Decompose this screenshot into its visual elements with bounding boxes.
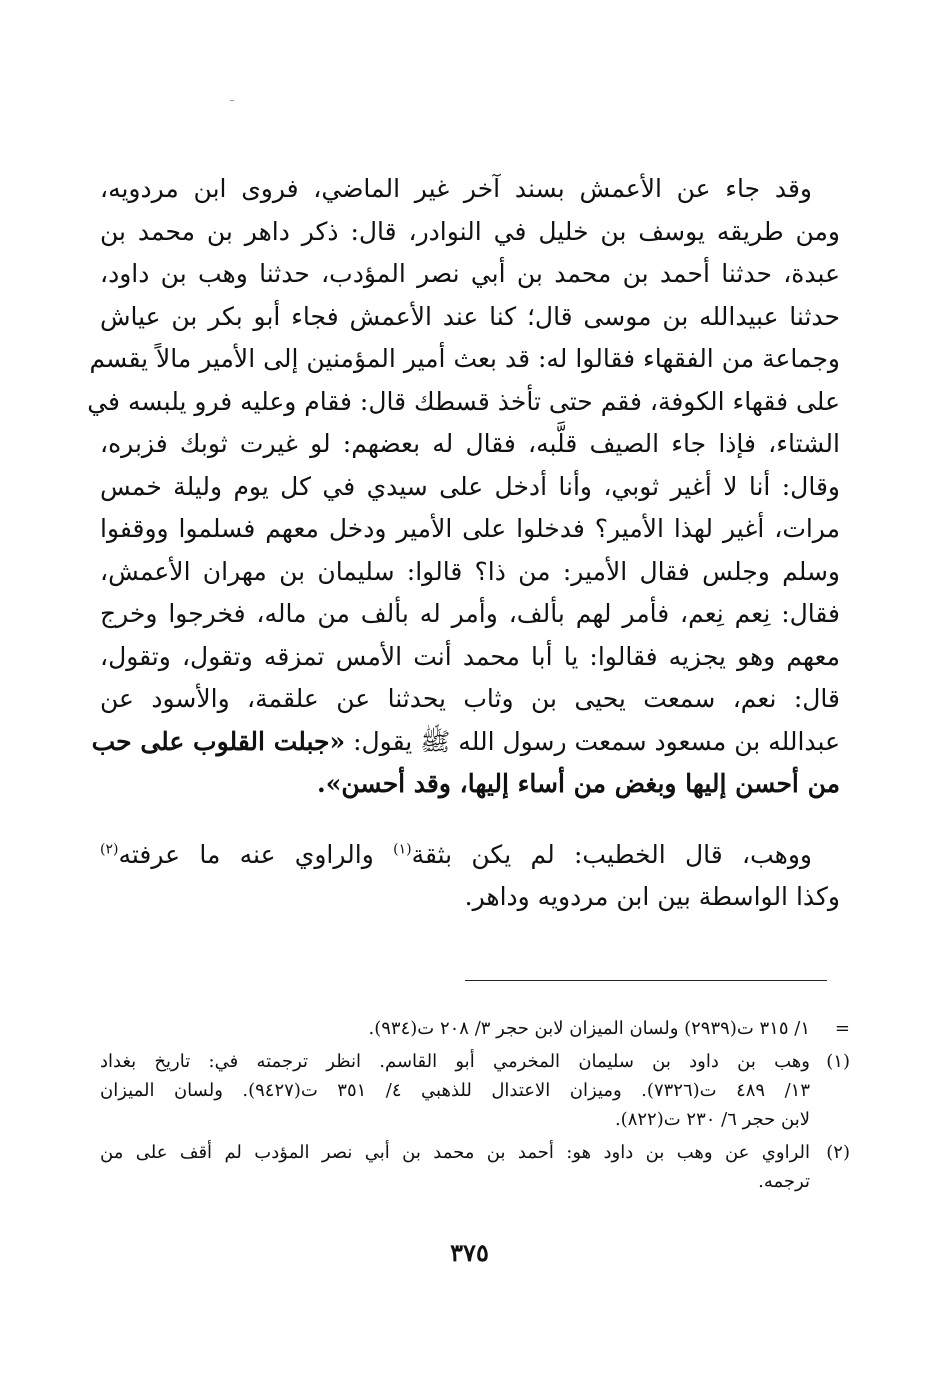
scan-mark <box>230 100 234 101</box>
footnote-line: وهب بن داود بن سليمان المخرمي أبو القاسم. انظر ترجمته في: تاريخ بغداد <box>100 1051 810 1072</box>
footnote-1 <box>100 1047 850 1134</box>
footnote-2 <box>100 1138 850 1196</box>
text-line: وقد جاء عن الأعمش بسند آخر غير الماضي، فروى ابن مردويه، <box>100 174 812 203</box>
text-line: معهم وهو يجزيه فقالوا: يا أبا محمد أنت الأمس تمزقه وتقول، وتقول، <box>100 641 840 671</box>
text-line: وسلم وجلس فقال الأمير: من ذا؟ قالوا: سليمان بن مهران الأعمش، <box>100 556 840 586</box>
hadith-quote-end: من أحسن إليها وبغض من أساء إليها، وقد أحسن». <box>317 769 840 798</box>
footnote-line: ١٣/ ٤٨٩ ت(٧٣٢٦). وميزان الاعتدال للذهبي ٤/ ٣٥١ ت(٩٤٢٧). ولسان الميزان <box>100 1080 810 1101</box>
paragraph-gap <box>100 806 840 834</box>
footnote-line: الراوي عن وهب بن داود هو: أحمد بن محمد بن أبي نصر المؤدب لم أقف على من <box>100 1142 810 1163</box>
text-line-hadith-start <box>91 721 840 764</box>
text-line <box>100 834 840 877</box>
footnote-body <box>100 1014 810 1043</box>
footnote-line: لابن حجر ٦/ ٢٣٠ ت(٨٢٢). <box>614 1109 810 1130</box>
page-number: ٣٧٥ <box>450 1238 489 1267</box>
text-run: عبدالله بن مسعود سمعت رسول الله ﷺ يقول: <box>345 726 840 756</box>
hadith-quote: «جبلت القلوب على حب <box>91 726 346 756</box>
main-text <box>87 168 840 919</box>
text-run: ووهب، قال الخطيب: لم يكن بثقة <box>411 839 812 869</box>
footnote-mark: (١) <box>826 1051 850 1072</box>
text-line: حدثنا عبيدالله بن موسى قال؛ كنا عند الأعمش فجاء أبو بكر بن عياش <box>100 301 840 331</box>
text-run: والراوي عنه ما عرفته <box>118 839 394 869</box>
text-line: وكذا الواسطة بين ابن مردويه وداهر. <box>464 882 840 911</box>
text-line: فقال: نِعم نِعم، فأمر لهم بألف، وأمر له بألف من ماله، فخرجوا وخرج <box>100 599 840 628</box>
footnote-ref-1[interactable]: (١) <box>393 841 412 858</box>
text-line: ومن طريقه يوسف بن خليل في النوادر، قال: ذكر داهر بن محمد بن <box>100 216 840 246</box>
footnote-divider <box>465 980 827 981</box>
footnote-mark: = <box>834 1018 850 1039</box>
footnote-body <box>100 1138 810 1196</box>
text-line: على فقهاء الكوفة، فقم حتى تأخذ قسطك قال: فقام وعليه فرو يلبسه في <box>87 386 840 416</box>
text-line: قال: نعم، سمعت يحيى بن وثاب يحدثنا عن علقمة، والأسود عن <box>100 684 840 713</box>
footnote-mark: (٢) <box>826 1142 850 1163</box>
footnote-ref-2[interactable]: (٢) <box>100 841 119 858</box>
footnote-body <box>100 1047 810 1134</box>
text-line: الشتاء، فإذا جاء الصيف قلَّبه، فقال له بعضهم: لو غيرت ثوبك فزبره، <box>100 429 840 458</box>
text-line: وقال: أنا لا أغير ثوبي، وأنا أدخل على سيدي في كل يوم وليلة خمس <box>100 471 840 501</box>
footnote-line: ١/ ٣١٥ ت(٢٩٣٩) ولسان الميزان لابن حجر ٣/ ٢٠٨ ت(٩٣٤). <box>368 1018 810 1039</box>
text-line: وجماعة من الفقهاء فقالوا له: قد بعث أمير المؤمنين إلى الأمير مالاً يقسم <box>89 344 840 373</box>
footnote-continuation <box>100 1014 850 1043</box>
footnotes <box>100 1014 850 1200</box>
footnote-line: ترجمه. <box>758 1171 810 1192</box>
text-line: مرات، أغير لهذا الأمير؟ فدخلوا على الأمير ودخل معهم فسلموا ووقفوا <box>100 514 840 543</box>
text-line: عبدة، حدثنا أحمد بن محمد بن أبي نصر المؤدب، حدثنا وهب بن داود، <box>100 259 840 288</box>
